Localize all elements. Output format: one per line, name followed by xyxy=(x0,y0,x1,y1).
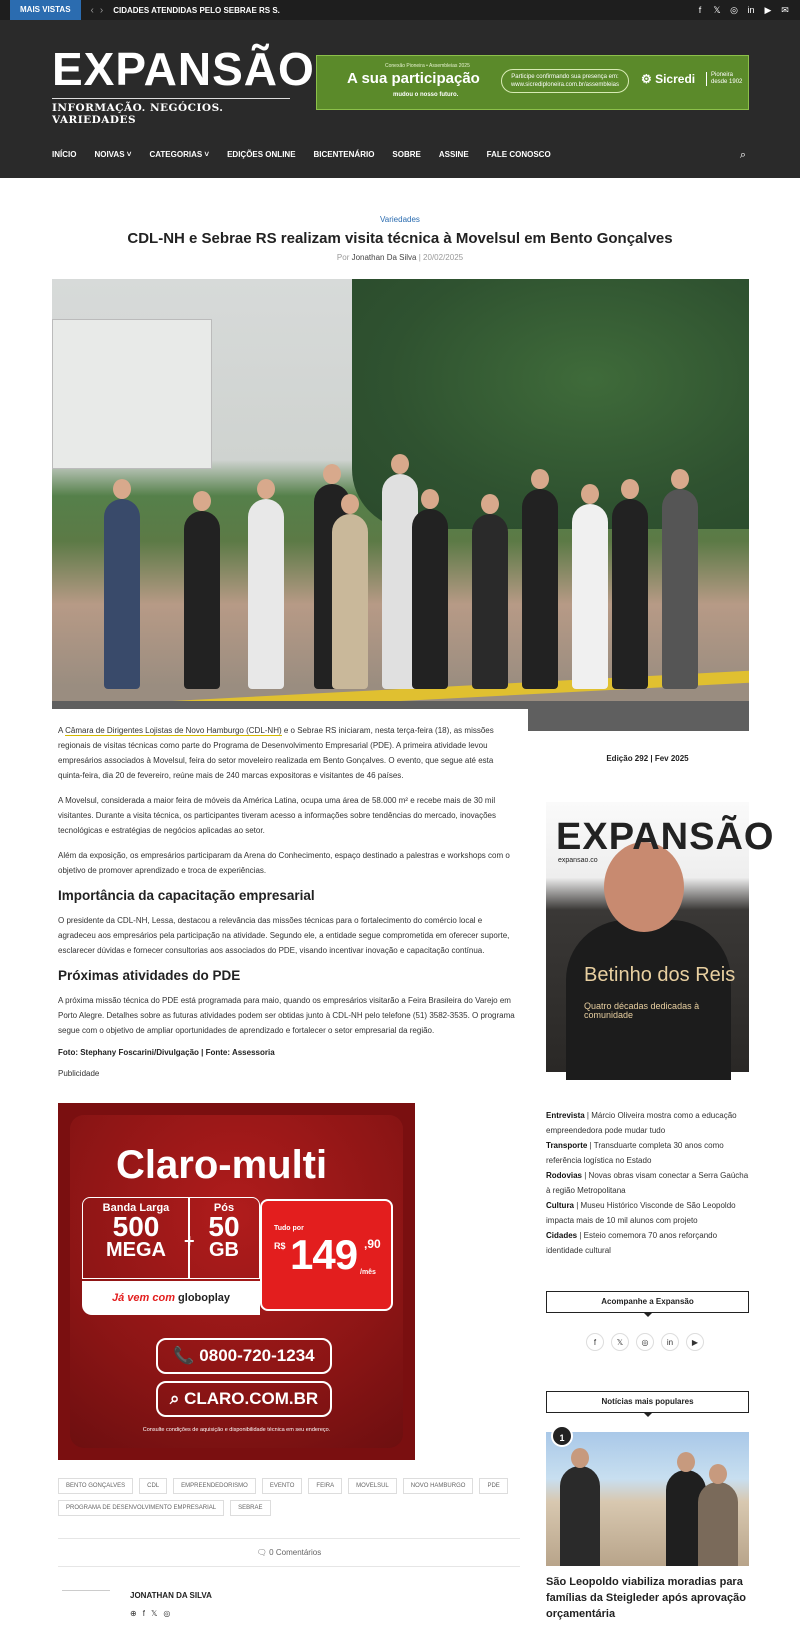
divider xyxy=(58,1538,520,1539)
price-value: 149 xyxy=(290,1231,358,1278)
claro-phone: 📞 0800-720-1234 xyxy=(156,1338,332,1374)
globo-prefix: Já vem com xyxy=(112,1292,179,1304)
claro-logo: Claro-multi xyxy=(116,1143,328,1187)
photo-person xyxy=(184,511,220,689)
magazine-cover[interactable] xyxy=(546,802,775,1072)
popular-news-headline[interactable]: São Leopoldo viabiliza moradias para famílias da Steigleder após aprovação orçamentária xyxy=(546,1576,746,1620)
tag[interactable]: PROGRAMA DE DESENVOLVIMENTO EMPRESARIAL xyxy=(58,1500,224,1516)
list-item[interactable] xyxy=(546,1108,749,1138)
meta-separator: | xyxy=(416,253,424,262)
claro-ad-card xyxy=(70,1115,403,1448)
ad-small-text: Conexão Pioneira • Assembleias 2025 xyxy=(385,63,470,69)
tag[interactable]: EVENTO xyxy=(262,1478,303,1494)
cover-subtitle: Quatro décadas dedicadas à comunidade xyxy=(584,1001,700,1020)
list-item[interactable] xyxy=(546,1198,749,1228)
claro-ad[interactable] xyxy=(58,1103,415,1460)
nav-inicio[interactable]: INÍCIO xyxy=(52,150,77,159)
logo-divider xyxy=(52,98,290,99)
news-text: | Márcio Oliveira mostra como a educação empreendedora pode mudar tudo xyxy=(546,1111,737,1135)
logo-text: EXPANSÃO xyxy=(52,43,315,95)
x-icon[interactable]: 𝕏 xyxy=(611,1333,629,1351)
banda-larga-box xyxy=(82,1197,190,1279)
banda-unit: MEGA xyxy=(106,1239,166,1261)
nav-bicentenario[interactable]: BICENTENÁRIO xyxy=(313,150,375,159)
comments-link[interactable]: 🗨 0 Comentários xyxy=(256,1548,322,1557)
tag[interactable]: FEIRA xyxy=(308,1478,342,1494)
facebook-icon[interactable]: f xyxy=(586,1333,604,1351)
youtube-icon[interactable]: ▶ xyxy=(686,1333,704,1351)
photo-person xyxy=(522,489,558,689)
article-category[interactable]: Variedades xyxy=(380,215,420,224)
photo-person xyxy=(248,499,284,689)
ad-brand: ⚙ Sicredi xyxy=(641,72,696,86)
cover-name: Betinho dos Reis xyxy=(584,964,736,986)
tag[interactable]: EMPREENDEDORISMO xyxy=(173,1478,256,1494)
follow-widget-title: Acompanhe a Expansão xyxy=(546,1291,749,1313)
ad-pill-text: Participe confirmando sua presença em: www.sicrediploneira.com.br/assembleias xyxy=(501,69,629,93)
photo-person xyxy=(698,1482,738,1566)
photo-person xyxy=(104,499,140,689)
article-meta xyxy=(0,253,800,262)
news-category: Transporte xyxy=(546,1141,588,1150)
photo-person xyxy=(662,489,698,689)
cover-logo: EXPANSÃO xyxy=(556,816,775,858)
pos-label: Pós xyxy=(213,1202,235,1214)
ad-subline: mudou o nosso futuro. xyxy=(393,92,459,98)
popular-widget-title: Notícias mais populares xyxy=(546,1391,749,1413)
linkedin-icon[interactable]: in xyxy=(747,5,755,15)
sicredi-banner-ad[interactable] xyxy=(316,55,749,110)
site-logo[interactable] xyxy=(52,43,315,126)
nav-sobre[interactable]: SOBRE xyxy=(392,150,421,159)
nav-fale-conosco[interactable]: FALE CONOSCO xyxy=(486,150,551,159)
ad-headline: A sua participação xyxy=(347,70,480,87)
paragraph-3: Além da exposição, os empresários participaram da Arena do Conhecimento, espaço destinado a palestras e workshops com o objetivo de promover aprendizado e troca de experiências. xyxy=(58,851,510,875)
news-category: Cidades xyxy=(546,1231,578,1240)
globo-brand: globoplay xyxy=(178,1292,230,1304)
top-bar xyxy=(0,0,800,20)
article-body xyxy=(58,723,520,1082)
ad-brand-sub: Pioneira desde 1902 xyxy=(706,72,748,86)
ticker-arrows[interactable] xyxy=(91,5,110,16)
youtube-icon[interactable]: ▶ xyxy=(764,5,772,15)
tag[interactable]: NOVO HAMBURGO xyxy=(403,1478,474,1494)
article-title: CDL-NH e Sebrae RS realizam visita técnica à Movelsul em Bento Gonçalves xyxy=(127,230,673,247)
meta-by: Por xyxy=(336,253,352,262)
nav-categorias[interactable]: CATEGORIAS ˅ xyxy=(149,150,210,159)
author-social xyxy=(130,1609,170,1618)
photo-sign xyxy=(52,319,212,469)
edition-label[interactable]: Edição 292 | Fev 2025 xyxy=(606,754,689,763)
paragraph-2: A Movelsul, considerada a maior feira de móveis da América Latina, ocupa uma área de 58.000 m² e recebe mais de 30 mil visitantes. Durante a visita técnica, os participantes tiveram acesso a informações sobre tendências do mercado, inovações tecnológicas e estratégias de negócios aplicadas ao setor. xyxy=(58,796,496,835)
article-tags xyxy=(58,1478,520,1516)
photo-person xyxy=(332,514,368,689)
popular-rank-badge: 1 xyxy=(551,1425,573,1447)
author-box-name[interactable]: JONATHAN DA SILVA xyxy=(130,1591,212,1600)
follow-social-icons xyxy=(586,1333,704,1351)
news-text: | Museu Histórico Visconde de São Leopoldo impacta mais de 10 mil alunos com projeto xyxy=(546,1201,736,1225)
nav-noivas[interactable]: NOIVAS ˅ xyxy=(94,150,132,159)
news-category: Entrevista xyxy=(546,1111,585,1120)
paragraph-1 xyxy=(58,723,520,783)
popular-news-image[interactable] xyxy=(546,1432,749,1566)
photo-person xyxy=(472,514,508,689)
list-item[interactable] xyxy=(546,1168,749,1198)
prev-arrow-icon[interactable]: ‹ xyxy=(90,4,100,16)
news-text: | Novas obras visam conectar a Serra Gaúcha à região Metropolitana xyxy=(546,1171,749,1195)
nav-edicoes-online[interactable]: EDIÇÕES ONLINE xyxy=(227,150,296,159)
main-nav xyxy=(52,150,551,159)
facebook-icon[interactable]: f xyxy=(142,1609,145,1618)
author-avatar[interactable] xyxy=(62,1590,110,1614)
globoplay-strip xyxy=(82,1281,260,1315)
edition-news-list xyxy=(546,1108,749,1258)
photo-person xyxy=(612,499,648,689)
tudo-por: Tudo por xyxy=(274,1225,304,1232)
photo-person xyxy=(560,1466,600,1566)
tag[interactable]: MOVELSUL xyxy=(348,1478,397,1494)
paragraph-4: O presidente da CDL-NH, Lessa, destacou a relevância das missões técnicas para o fortalecimento do comércio local e agradeceu aos empresários pela participação na atividade. Segundo ele, a entidade segue comprometida em oferecer suporte, esclarecer dúvidas e fornecer consultorias aos associados do PDE, visando incentivar inovação e capacitação contínua. xyxy=(58,916,510,955)
tag[interactable]: BENTO GONÇALVES xyxy=(58,1478,133,1494)
price-cents: ,90 xyxy=(364,1237,381,1251)
next-arrow-icon[interactable]: › xyxy=(99,4,110,16)
news-category: Cultura xyxy=(546,1201,574,1210)
price-period: /mês xyxy=(360,1269,376,1276)
nav-assine[interactable]: ASSINE xyxy=(438,150,469,159)
banda-label: Banda Larga xyxy=(102,1202,170,1214)
logo-tagline: INFORMAÇÃO. NEGÓCIOS. VARIEDADES xyxy=(52,102,224,126)
news-text: | Esteio comemora 70 anos reforçando identidade cultural xyxy=(546,1231,718,1255)
linkedin-icon[interactable]: in xyxy=(661,1333,679,1351)
claro-fine-print: Consulte condições de aquisição e disponibilidade técnica em seu endereço. xyxy=(142,1427,331,1433)
x-icon[interactable]: 𝕏 xyxy=(713,5,721,15)
claro-site: ⌕ CLARO.COM.BR xyxy=(156,1381,332,1417)
photo-credit: Foto: Stephany Foscarini/Divulgação | Fonte: Assessoria xyxy=(58,1048,275,1057)
site-header xyxy=(0,20,800,178)
currency: R$ xyxy=(274,1241,286,1251)
cover-figure-body xyxy=(566,920,731,1080)
tag[interactable]: SEBRAE xyxy=(230,1500,270,1516)
heading-importancia: Importância da capacitação empresarial xyxy=(58,888,315,903)
website-icon[interactable]: ⊕ xyxy=(130,1609,137,1618)
cover-site: expansao.co xyxy=(558,857,598,864)
news-category: Rodovias xyxy=(546,1171,583,1180)
heading-proximas: Próximas atividades do PDE xyxy=(58,968,241,983)
facebook-icon[interactable]: f xyxy=(698,5,702,15)
ticker-headline[interactable]: CIDADES ATENDIDAS PELO SEBRAE RS S. xyxy=(113,5,280,15)
instagram-icon[interactable]: ◎ xyxy=(730,5,738,15)
photo-person xyxy=(572,504,608,689)
tag[interactable]: CDL xyxy=(139,1478,167,1494)
meta-date: 20/02/2025 xyxy=(423,253,464,262)
list-item[interactable] xyxy=(546,1138,749,1168)
banda-value: 500 xyxy=(112,1211,160,1242)
cdl-nh-link[interactable]: Câmara de Dirigentes Lojistas de Novo Hamburgo (CDL-NH) xyxy=(65,726,282,735)
meta-author[interactable]: Jonathan Da Silva xyxy=(351,253,417,262)
article-hero-photo xyxy=(52,279,749,731)
instagram-icon[interactable]: ◎ xyxy=(163,1609,171,1618)
publicidade-label: Publicidade xyxy=(58,1069,100,1078)
news-text: | Transduarte completa 30 anos como referência logística no Estado xyxy=(546,1141,724,1165)
paragraph-5: A próxima missão técnica do PDE está programada para maio, quando os empresários visitarão a Feira Brasileira do Varejo em Porto Alegre. Detalhes sobre as futuras atividades podem ser obtidas junto à CDL-NH pelo telefone (51) 3582-3535. O programa segue com o objetivo de ampliar oportunidades de aprendizado e fortalecer o setor empresarial da região. xyxy=(58,996,515,1035)
list-item[interactable] xyxy=(546,1228,749,1258)
pos-value: 50 xyxy=(208,1211,240,1242)
instagram-icon[interactable]: ◎ xyxy=(636,1333,654,1351)
p1-rest: e o Sebrae RS iniciaram, nesta terça-feira (18), as missões regionais de visitas técnicas como parte do Programa de Desenvolvimento Empresarial (PDE). A primeira atividade levou empresários associados à Movelsul, feira do setor moveleiro realizada em Bento Gonçalves. O evento, que segue até esta quinta-feira, dia 20 de fevereiro, reúne mais de 240 marcas expositoras e visitantes de 46 países. xyxy=(58,726,494,780)
price-box xyxy=(260,1199,393,1311)
top-social-icons xyxy=(695,4,790,16)
plus-sign: + xyxy=(184,1231,195,1251)
pos-unit: GB xyxy=(209,1239,239,1261)
tag[interactable]: PDE xyxy=(479,1478,507,1494)
search-icon[interactable]: ⌕ xyxy=(739,149,746,161)
email-icon[interactable]: ✉ xyxy=(781,5,789,15)
x-icon[interactable]: 𝕏 xyxy=(150,1609,158,1618)
p1-start: A xyxy=(58,726,66,735)
mais-vistas-label: MAIS VISTAS xyxy=(10,0,81,20)
pos-box xyxy=(188,1197,260,1279)
divider xyxy=(58,1566,520,1567)
photo-person xyxy=(412,509,448,689)
